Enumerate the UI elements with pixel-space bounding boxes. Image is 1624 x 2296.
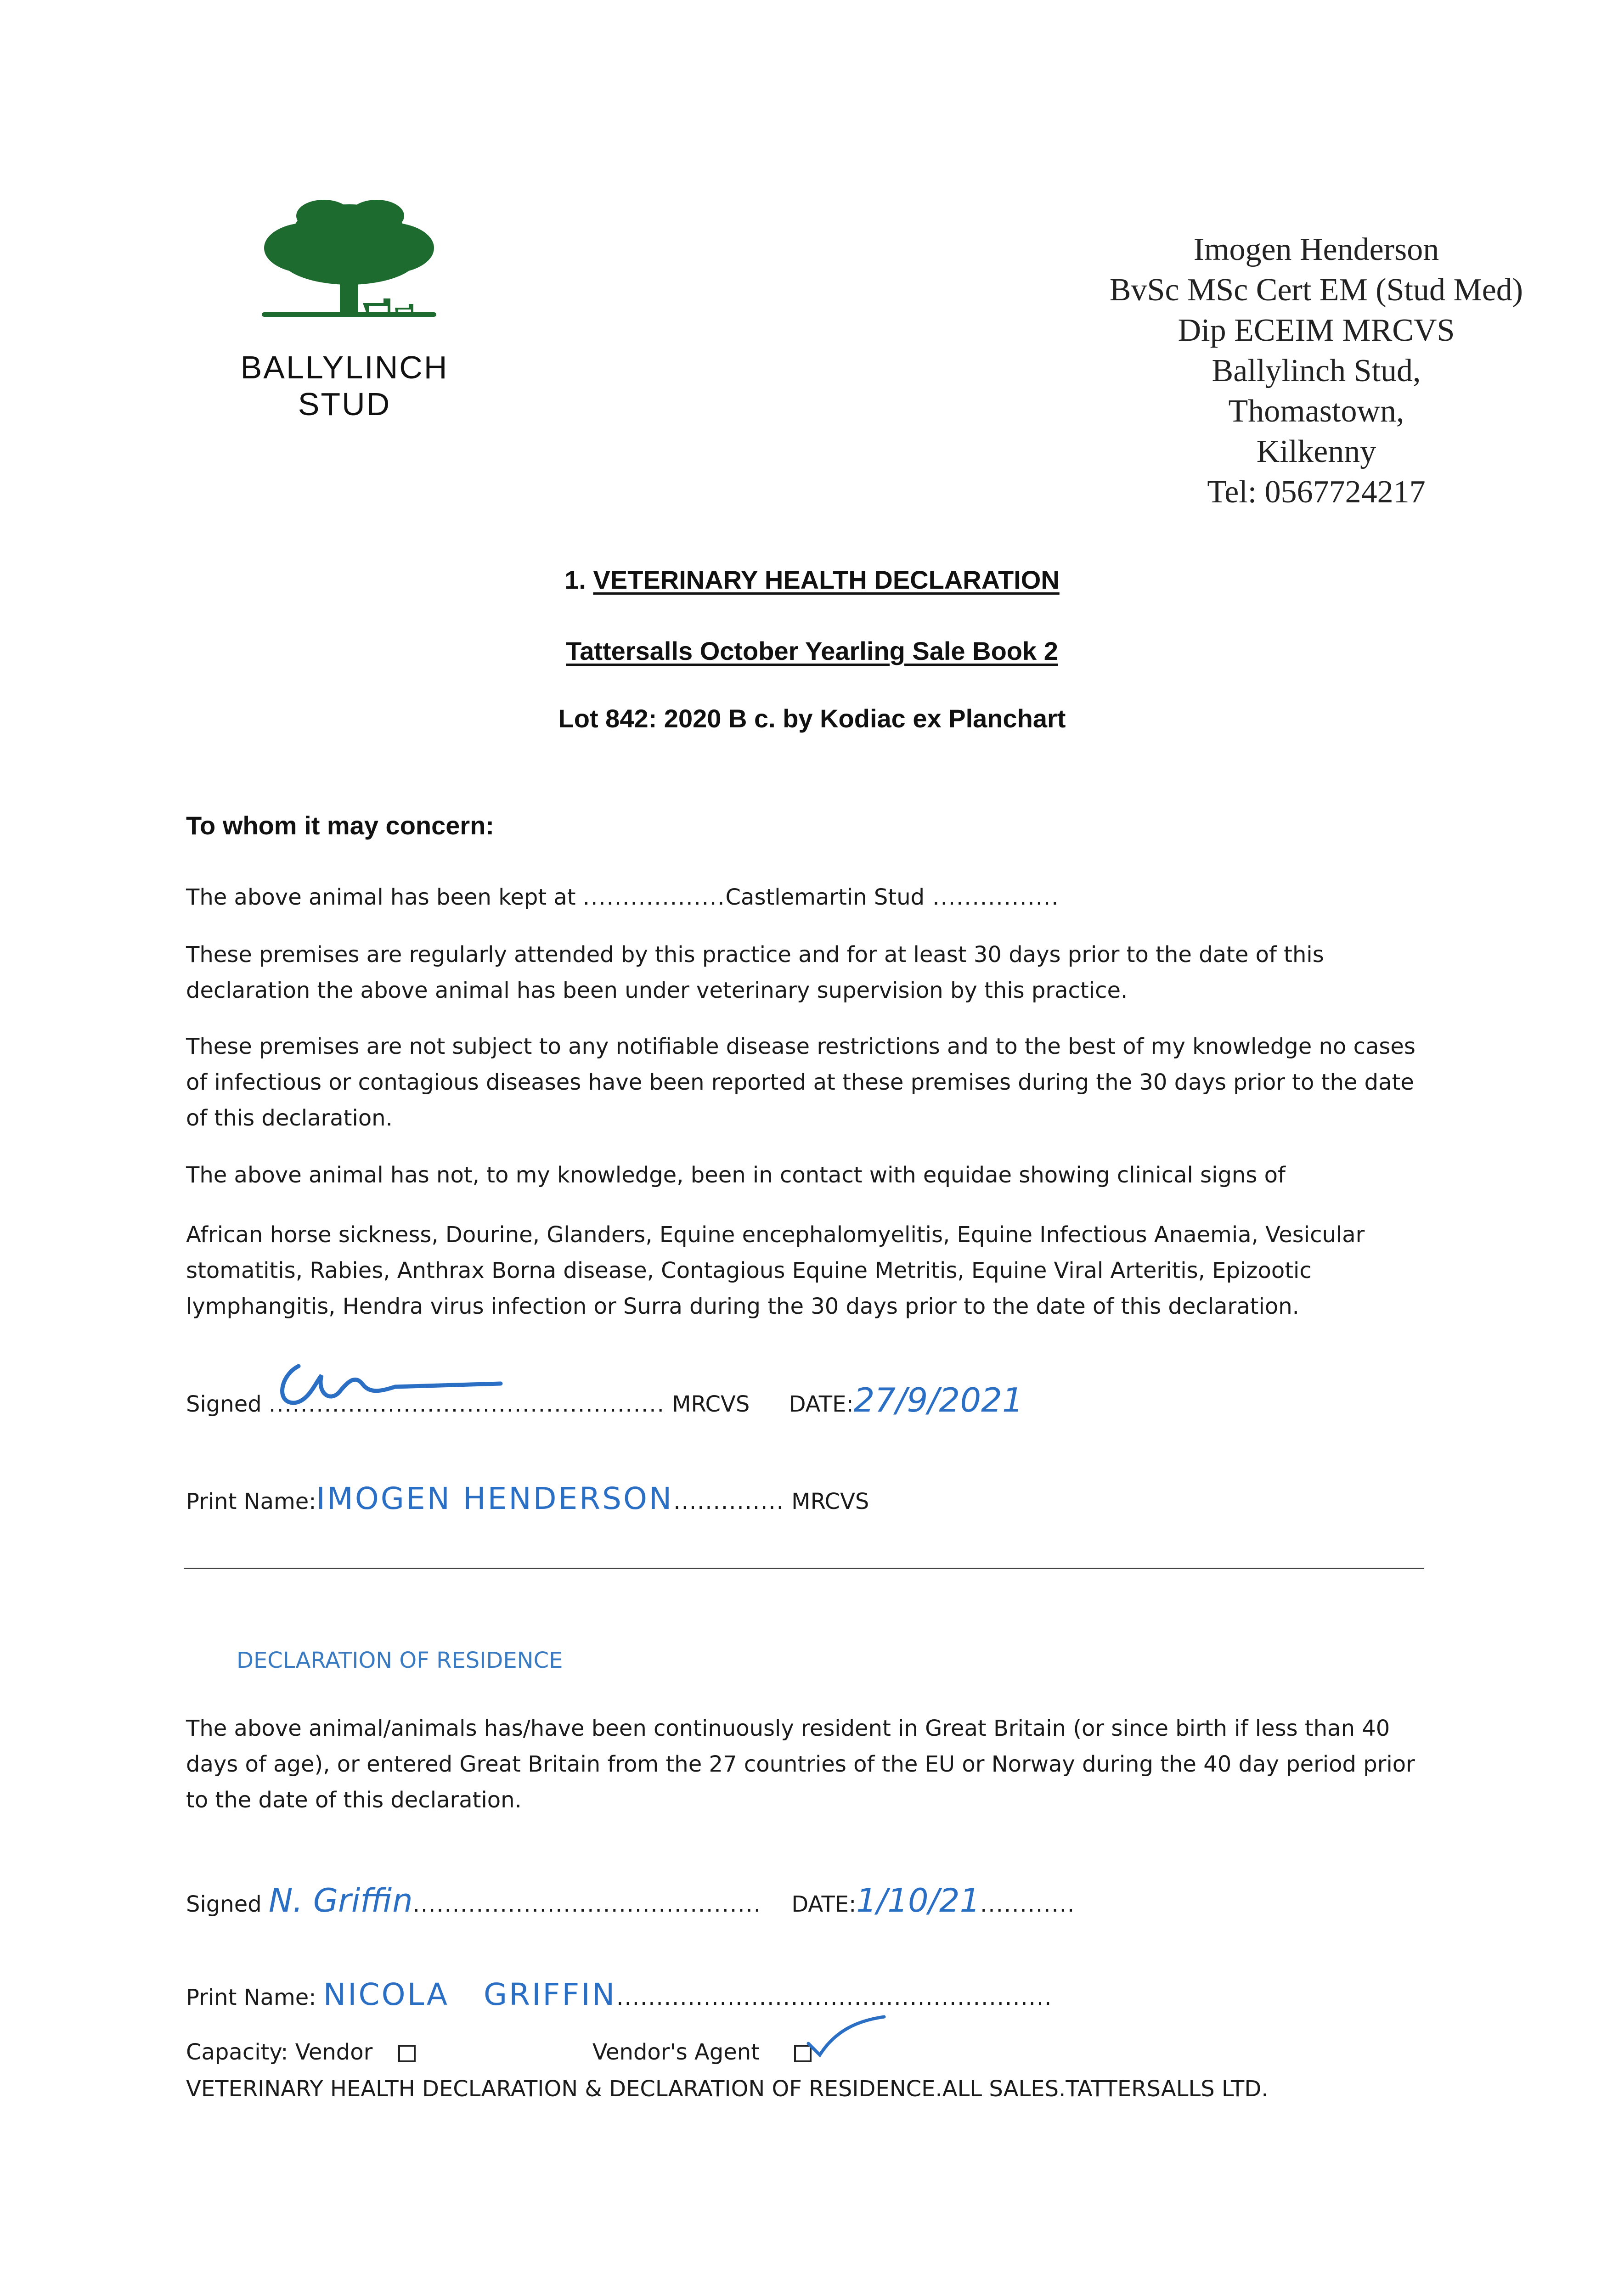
address-line: Kilkenny	[1256, 434, 1376, 469]
capacity-line	[186, 2034, 1380, 2070]
ballylinch-tree-logo	[248, 197, 450, 335]
vet-date-value: 27/9/2021	[853, 1381, 1023, 1419]
practitioner-address	[1064, 230, 1569, 512]
title-text: VETERINARY HEALTH DECLARATION	[593, 565, 1060, 594]
agent-signed-line	[186, 1883, 1380, 1922]
capacity-vendor-label: Capacity: Vendor	[186, 2039, 373, 2065]
agent-print-dots: .......................................................	[616, 1985, 1053, 2010]
vet-print-value: IMOGEN HENDERSON	[316, 1481, 674, 1516]
vet-print-name-line	[186, 1481, 1380, 1519]
kept-at-dots-after: ................	[925, 884, 1060, 910]
vet-print-label: Print Name:	[186, 1489, 316, 1514]
footer-line: VETERINARY HEALTH DECLARATION & DECLARATION OF RESIDENCE.ALL SALES.TATTERSALLS LTD.	[186, 2076, 1269, 2102]
vet-print-dots: ..............	[673, 1489, 784, 1514]
vet-signed-dots: ..................................................	[268, 1391, 665, 1417]
address-line: BvSc MSc Cert EM (Stud Med)	[1109, 272, 1523, 308]
paragraph-no-restrictions: These premises are not subject to any notifiable disease restrictions and to the best of my knowledge no cases of infectious or contagious diseases have been reported at these premises during the 30 days prior to the date of this declaration.	[186, 1034, 1415, 1131]
kept-at-line	[186, 879, 1435, 915]
title-number: 1.	[564, 565, 593, 594]
checkmark-icon	[799, 2011, 891, 2062]
address-line: Dip ECEIM MRCVS	[1178, 313, 1455, 348]
paragraph-diseases: African horse sickness, Dourine, Glanders, Equine encephalomyelitis, Equine Infectious Anaemia, Vesicular stomatitis, Rabies, Anthrax Borna disease, Contagious Equine Metritis, Equine Viral Arteritis, Epizootic lymphangitis, Hendra virus infection or Surra during the 30 days prior to the date of this declaration.	[186, 1222, 1365, 1319]
vet-signed-label: Signed	[186, 1391, 269, 1417]
address-line: Ballylinch Stud,	[1212, 353, 1421, 388]
residence-paragraph: The above animal/animals has/have been continuously resident in Great Britain (or since birth if less than 40 days of age), or entered Great Britain from the 27 countries of the EU or Norway during the 40 day period prior to the date of this declaration.	[186, 1716, 1415, 1813]
agent-signed-label: Signed	[186, 1891, 269, 1917]
address-line: Imogen Henderson	[1193, 232, 1439, 267]
lot-line: Lot 842: 2020 B c. by Kodiac ex Planchart	[558, 704, 1066, 733]
kept-at-dots: ..................	[582, 884, 726, 910]
paragraph-supervision: These premises are regularly attended by this practice and for at least 30 days prior to the date of this declaration the above animal has been under veterinary supervision by this practice.	[186, 942, 1324, 1003]
vet-signed-suffix: MRCVS	[665, 1391, 750, 1417]
address-line: Tel: 0567724217	[1207, 474, 1426, 510]
agent-date-value: 1/10/21	[856, 1882, 981, 1919]
agent-print-value: NICOLA GRIFFIN	[323, 1977, 617, 2012]
vendor-checkbox[interactable]	[398, 2045, 416, 2062]
agent-print-label: Print Name:	[186, 1985, 323, 2010]
kept-at-place: Castlemartin Stud	[725, 884, 925, 910]
agent-signed-dots: ............................................	[412, 1891, 761, 1917]
address-line: Thomastown,	[1228, 394, 1404, 429]
vendor-agent-label: Vendor's Agent	[592, 2039, 760, 2065]
section-divider	[184, 1568, 1424, 1569]
document-title	[0, 565, 1624, 595]
agent-date-label: DATE:	[791, 1891, 857, 1917]
vet-print-suffix: MRCVS	[784, 1489, 869, 1514]
vet-signature-icon	[271, 1348, 510, 1417]
brand-name-line2: STUD	[298, 386, 391, 422]
vet-date-label: DATE:	[789, 1391, 854, 1417]
agent-print-name-line	[186, 1977, 1380, 2015]
paragraph-contact: The above animal has not, to my knowledge, been in contact with equidae showing clinical signs of	[186, 1162, 1286, 1188]
agent-signed-value: N. Griffin	[268, 1882, 413, 1919]
residence-section-title: DECLARATION OF RESIDENCE	[237, 1648, 563, 1673]
agent-date-dots: ............	[980, 1891, 1076, 1917]
document-subtitle: Tattersalls October Yearling Sale Book 2	[566, 636, 1058, 665]
salutation: To whom it may concern:	[186, 811, 495, 840]
brand-name-line1: BALLYLINCH	[240, 349, 449, 385]
kept-at-prefix: The above animal has been kept at	[186, 884, 583, 910]
